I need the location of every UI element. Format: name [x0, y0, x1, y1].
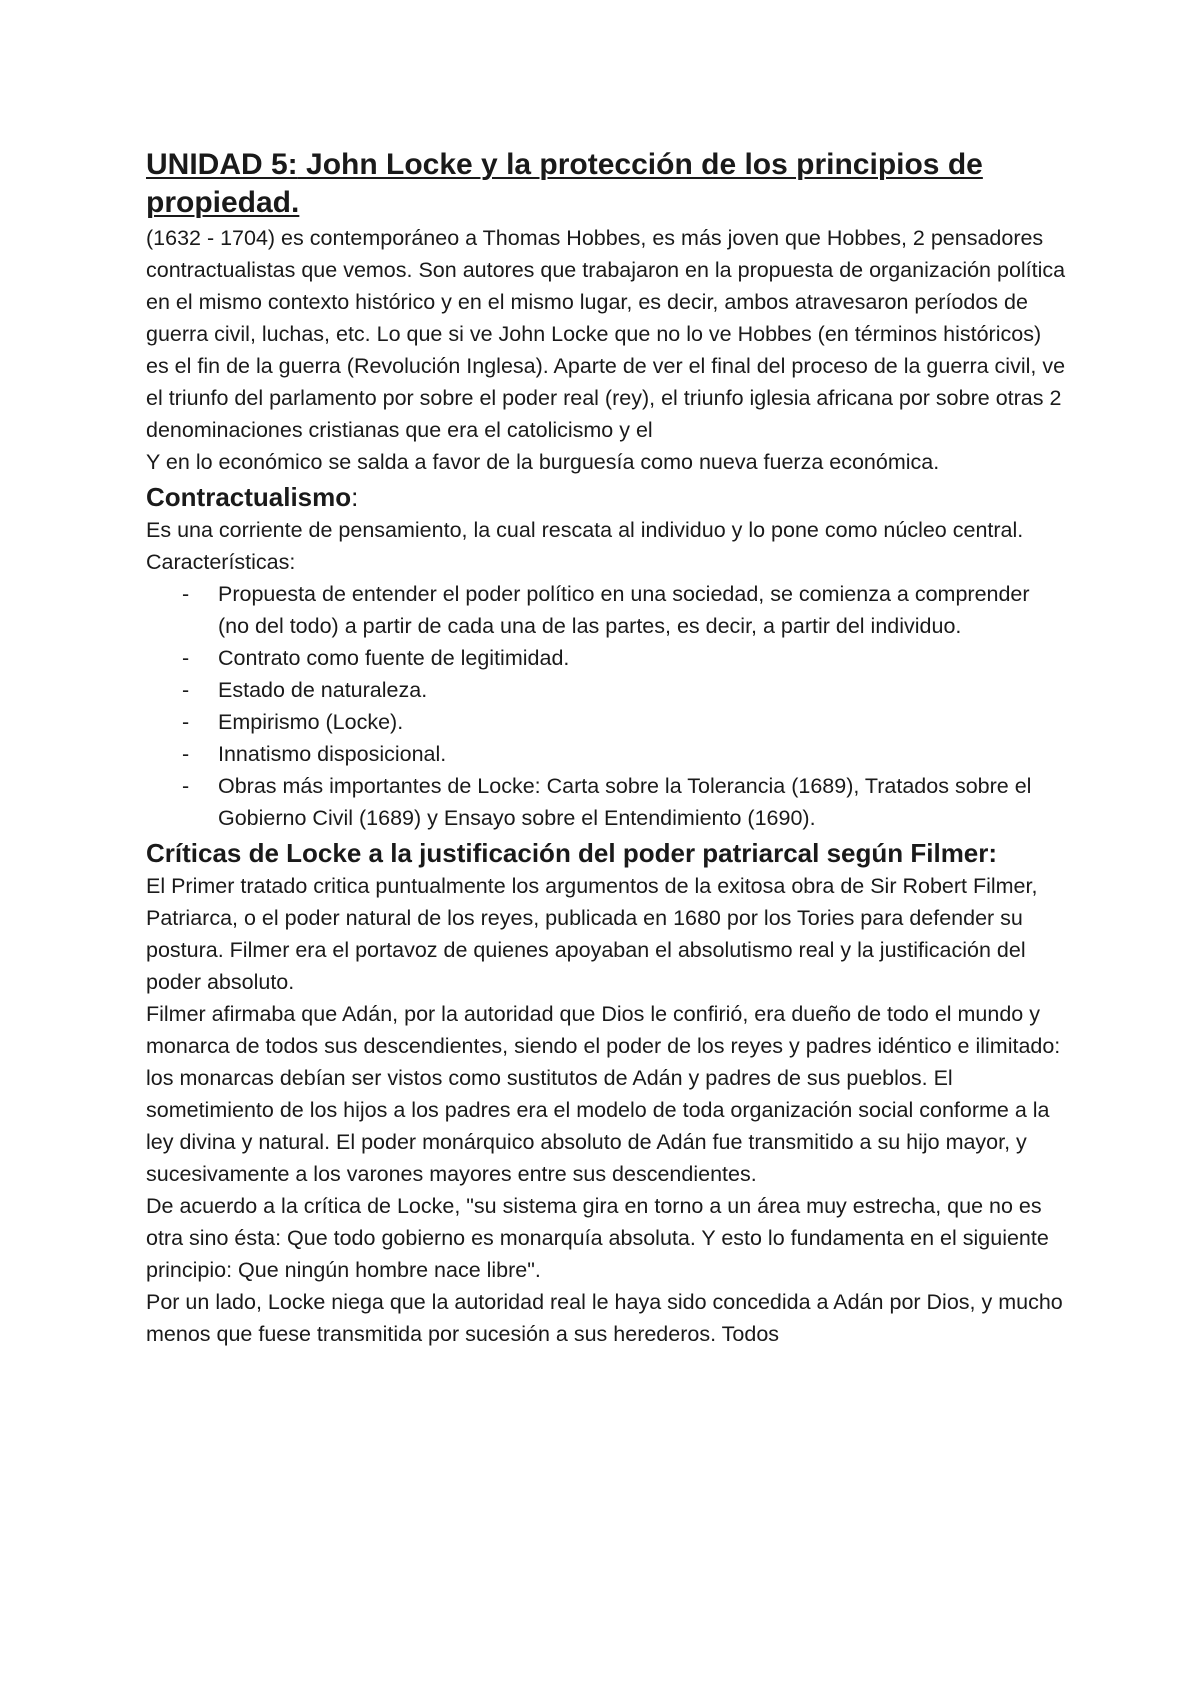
section-heading-criticas: Críticas de Locke a la justificación del poder patriarcal según Filmer: — [146, 838, 998, 868]
section-heading-contractualismo — [146, 480, 1066, 514]
dash-bullet: - — [182, 582, 190, 606]
contractualismo-definition: Es una corriente de pensamiento, la cual rescata al individuo y lo pone como núcleo central. — [146, 518, 1024, 542]
dash-bullet: - — [182, 710, 190, 734]
intro-paragraph-2: Y en lo económico se salda a favor de la burguesía como nueva fuerza económica. — [146, 450, 940, 474]
criticas-paragraph-3: De acuerdo a la crítica de Locke, "su sistema gira en torno a un área muy estrecha, que no es otra sino ésta: Que todo gobierno es monarquía absoluta. Y esto lo fundamenta en el siguiente principio: Que ningún hombre nace libre". — [146, 1194, 1049, 1282]
list-item: - Estado de naturaleza. — [146, 674, 1066, 706]
list-item: - Obras más importantes de Locke: Carta sobre la Tolerancia (1689), Tratados sobre el Gobierno Civil (1689) y Ensayo sobre el Entendimiento (1690). — [146, 770, 1066, 834]
intro-paragraph-1: (1632 - 1704) es contemporáneo a Thomas Hobbes, es más joven que Hobbes, 2 pensadores contractualistas que vemos. Son autores que trabajaron en la propuesta de organización política en el mismo contexto histórico y en el mismo lugar, es decir, ambos atravesaron períodos de guerra civil, luchas, etc. Lo que si ve John Locke que no lo ve Hobbes (en términos históricos) es el fin de la guerra (Revolución Inglesa). Aparte de ver el final del proceso de la guerra civil, ve el triunfo del parlamento por sobre el poder real (rey), el triunfo iglesia africana por sobre otras 2 denominaciones cristianas que era el catolicismo y el — [146, 226, 1066, 442]
document-page — [146, 146, 1066, 1350]
list-item: - Empirismo (Locke). — [146, 706, 1066, 738]
contractualismo-heading-colon: : — [351, 482, 359, 512]
criticas-paragraph-4: Por un lado, Locke niega que la autoridad real le haya sido concedida a Adán por Dios, y mucho menos que fuese transmitida por sucesión a sus herederos. Todos — [146, 1290, 1063, 1346]
criticas-paragraph-2: Filmer afirmaba que Adán, por la autoridad que Dios le confirió, era dueño de todo el mundo y monarca de todos sus descendientes, siendo el poder de los reyes y padres idéntico e ilimitado: los monarcas debían ser vistos como sustitutos de Adán y padres de sus pueblos. El sometimiento de los hijos a los padres era el modelo de toda organización social conforme a la ley divina y natural. El poder monárquico absoluto de Adán fue transmitido a su hijo mayor, y sucesivamente a los varones mayores entre sus descendientes. — [146, 1002, 1061, 1186]
dash-bullet: - — [182, 646, 190, 670]
title-unit-label: UNIDAD 5: — [146, 148, 298, 181]
title-main-text: John Locke y la protección de los principios de propiedad. — [146, 148, 983, 219]
list-item: - Contrato como fuente de legitimidad. — [146, 642, 1066, 674]
dash-bullet: - — [182, 774, 190, 798]
criticas-paragraph-1: El Primer tratado critica puntualmente los argumentos de la exitosa obra de Sir Robert Filmer, Patriarca, o el poder natural de los reyes, publicada en 1680 por los Tories para defender su postura. Filmer era el portavoz de quienes apoyaban el absolutismo real y la justificación del poder absoluto. — [146, 874, 1038, 994]
list-item: - Innatismo disposicional. — [146, 738, 1066, 770]
list-item: - Propuesta de entender el poder político en una sociedad, se comienza a comprender (no del todo) a partir de cada una de las partes, es decir, a partir del individuo. — [146, 578, 1066, 642]
contractualismo-heading-text: Contractualismo — [146, 482, 352, 512]
document-title — [146, 146, 1066, 222]
dash-bullet: - — [182, 678, 190, 702]
characteristics-label: Características: — [146, 550, 296, 574]
characteristics-list — [146, 578, 1066, 834]
dash-bullet: - — [182, 742, 190, 766]
